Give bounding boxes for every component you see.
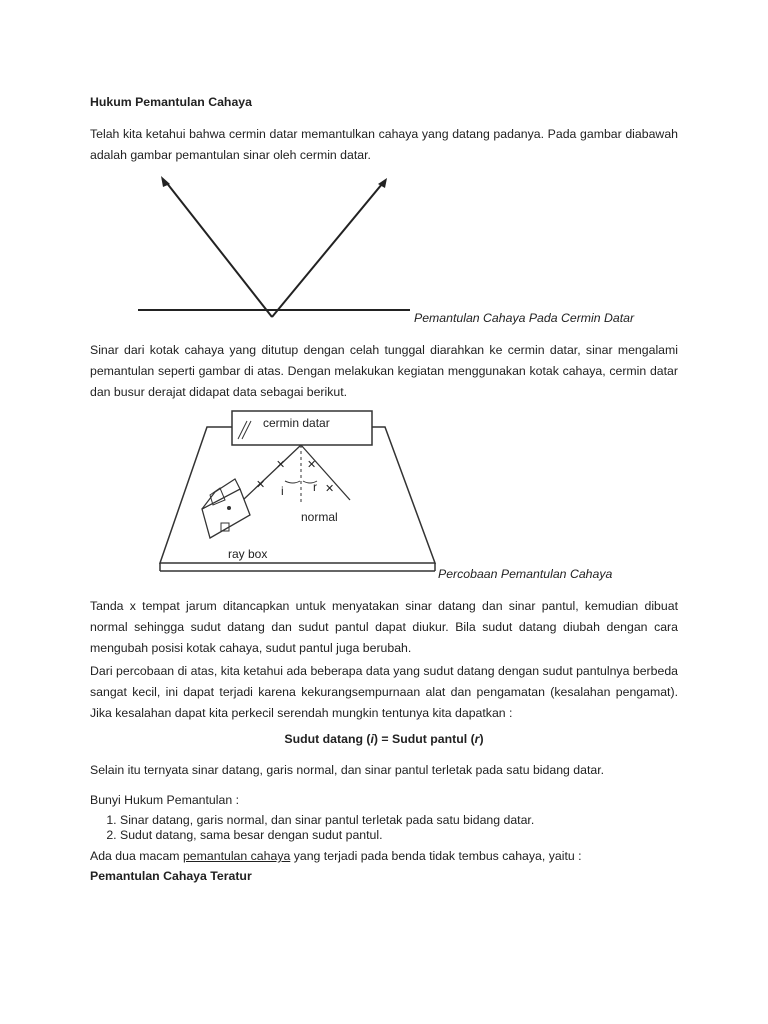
paragraph-raybox: Sinar dari kotak cahaya yang ditutup dengan celah tunggal diarahkan ke cermin datar, sinar mengalami pemantulan seperti gambar di atas. Dengan melakukan kegiatan menggunakan kotak cahaya, cermin datar dan busur derajat didapat data sebagai berikut.	[90, 343, 678, 399]
paragraph-pins: Tanda x tempat jarum ditancapkan untuk menyatakan sinar datang dan sinar pantul, kemudian dibuat normal sehingga sudut datang dan sudut pantul dapat diukur. Bila sudut datang diubah dengan cara mengubah posisi kotak cahaya, sudut pantul juga berubah.	[90, 599, 678, 655]
paragraph-law-heading: Bunyi Hukum Pemantulan :	[90, 793, 240, 807]
law-list-item: 1. Sinar datang, garis normal, dan sinar pantul terletak pada satu bidang datar.	[120, 813, 680, 828]
angle-r-label: r	[313, 480, 317, 494]
subheading: Pemantulan Cahaya Teratur	[90, 869, 252, 883]
figure2-caption: Percobaan Pemantulan Cahaya	[438, 567, 613, 581]
pin-mark: ✕	[307, 459, 317, 471]
mirror-label: cermin datar	[263, 416, 330, 430]
raybox-label: ray box	[228, 547, 268, 561]
paragraph-plane: Selain itu ternyata sinar datang, garis normal, dan sinar pantul terletak pada satu bidang datar.	[90, 763, 605, 777]
angle-arc-i	[285, 481, 300, 483]
law-list	[90, 813, 680, 843]
board-top	[160, 427, 435, 563]
pin-mark: ✕	[276, 459, 286, 471]
incident-ray	[166, 182, 272, 317]
paragraph-intro: Telah kita ketahui bahwa cermin datar memantulkan cahaya yang datang padanya. Pada gambar diabawah adalah gambar pemantulan sinar oleh cermin datar.	[90, 127, 678, 162]
figure-reflection-experiment	[155, 405, 440, 575]
paragraph-observation: Dari percobaan di atas, kita ketahui ada beberapa data yang sudut datang dengan sudut pantulnya berbeda sangat kecil, ini dapat terjadi karena kekurangsempurnaan alat dan pengamatan (kesalahan pengamat). Jika kesalahan dapat kita perkecil serendah mungkin tentunya kita dapatkan :	[90, 664, 678, 720]
ray-box-icon	[202, 479, 250, 538]
pin-mark: ✕	[325, 483, 335, 495]
reflection-link[interactable]: pemantulan cahaya	[182, 849, 291, 863]
paragraph-types: Ada dua macam pemantulan cahaya yang terjadi pada benda tidak tembus cahaya, yaitu :	[90, 849, 582, 863]
reflection-law-formula: Sudut datang (i) = Sudut pantul (r)	[284, 732, 484, 746]
incident-ray	[243, 445, 301, 500]
figure1-caption: Pemantulan Cahaya Pada Cermin Datar	[414, 311, 635, 325]
angle-i-label: i	[281, 484, 284, 498]
reflected-ray	[272, 184, 382, 317]
section-title: Hukum Pemantulan Cahaya	[90, 95, 252, 109]
normal-label: normal	[301, 510, 338, 524]
law-list-item: 2. Sudut datang, sama besar dengan sudut pantul.	[120, 828, 680, 843]
pin-mark: ✕	[256, 479, 266, 491]
figure-flat-mirror-reflection	[130, 170, 420, 325]
